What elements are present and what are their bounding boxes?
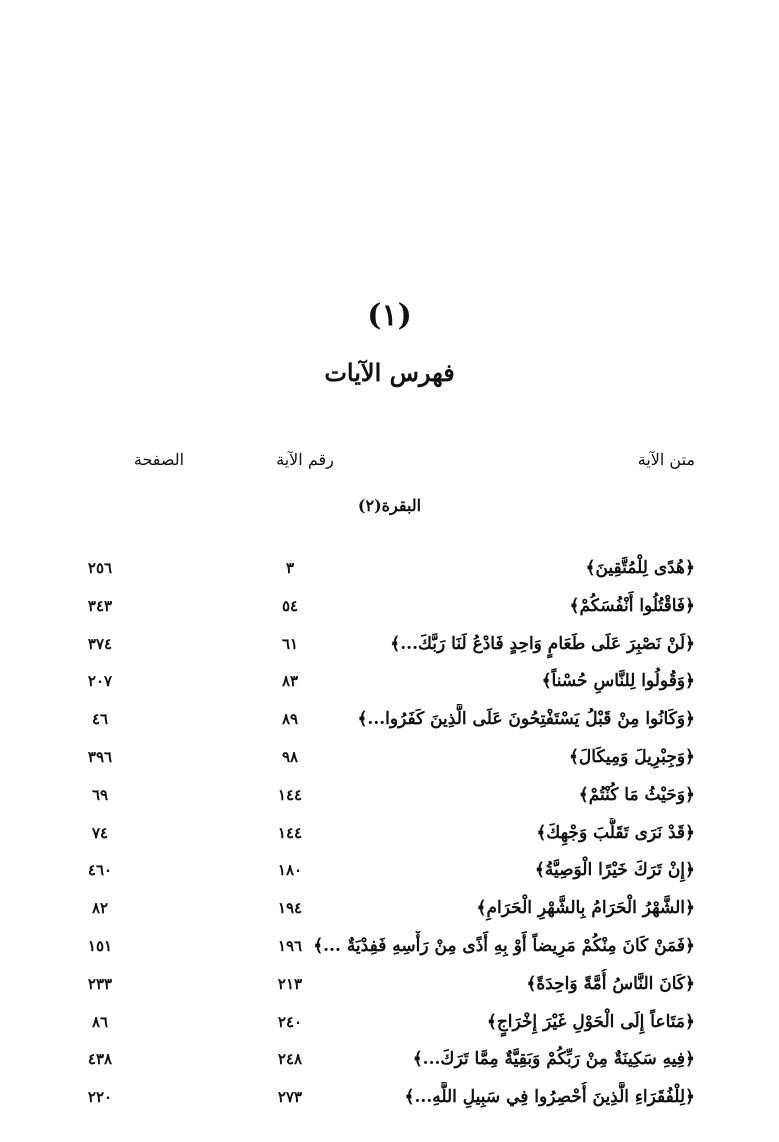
table-row	[0, 629, 779, 667]
ayah-number: ٢١٣	[277, 974, 303, 993]
verse-text: ﴿وَقُولُوا لِلنَّاسِ حُسْناً﴾	[541, 671, 695, 692]
page-number: ٨٢	[91, 899, 109, 918]
table-row	[0, 742, 779, 780]
table-row	[0, 666, 779, 704]
ayah-number: ٨٩	[281, 710, 299, 729]
verse-text: ﴿الشَّهْرُ الْحَرَامُ بِالشَّهْرِ الْحَرَامِ﴾	[476, 898, 695, 919]
verse-text: ﴿مَتَاعاً إِلَى الْحَوْلِ غَيْرَ إِخْرَاجٍ﴾	[486, 1011, 695, 1032]
table-row	[0, 931, 779, 969]
ayah-number: ١٨٠	[277, 861, 303, 880]
ayah-number: ٣	[285, 559, 295, 577]
verse-text: ﴿وَجِبْرِيلَ وَمِيكَالَ﴾	[568, 746, 695, 767]
verse-index-list	[0, 553, 779, 1120]
page-number: ٦٩	[91, 785, 109, 804]
ayah-number: ٥٤	[281, 596, 299, 615]
surah-heading: البقرة(٢)	[357, 496, 422, 515]
ayah-number: ٩٨	[281, 747, 299, 766]
page-number: ٢٣٣	[87, 974, 113, 993]
page-number: ٤٦٠	[87, 861, 113, 880]
verse-text: ﴿إِنْ تَرَكَ خَيْرًا الْوَصِيَّةُ﴾	[534, 860, 695, 881]
table-row	[0, 1007, 779, 1045]
ayah-number: ١٤٤	[277, 785, 303, 804]
page-number: ١٥١	[87, 936, 113, 955]
page-number: ٢٠٧	[87, 672, 113, 691]
column-header-ayah-number: رقم الآية	[276, 450, 334, 469]
table-row	[0, 818, 779, 856]
ayah-number: ٢٤٠	[277, 1012, 303, 1031]
page-number: ٢٢٠	[87, 1088, 113, 1107]
page-number: ٤٦	[91, 710, 109, 729]
verse-text: ﴿فَاقْتُلُوا أَنْفُسَكُمْ﴾	[569, 595, 695, 616]
ayah-number: ٦١	[281, 634, 299, 653]
table-row	[0, 855, 779, 893]
chapter-number: (١)	[367, 298, 412, 333]
verse-text: ﴿فِيهِ سَكِينَةٌ مِنْ رَبِّكُمْ وَبَقِيَّةٌ مِمَّا تَرَكَ...﴾	[412, 1049, 695, 1070]
ayah-number: ٢٧٣	[277, 1088, 303, 1107]
verse-text: ﴿وَكَانُوا مِنْ قَبْلُ يَسْتَفْتِحُونَ عَلَى الَّذِينَ كَفَرُوا...﴾	[357, 709, 695, 730]
page-number: ٧٤	[91, 823, 109, 842]
table-row	[0, 591, 779, 629]
page-number: ٤٣٨	[87, 1050, 113, 1069]
column-header-verse: متن الآية	[637, 450, 695, 469]
ayah-number: ١٩٤	[277, 899, 303, 918]
verse-text: ﴿لِلْفُقَرَاءِ الَّذِينَ أُحْصِرُوا فِي سَبِيلِ اللَّهِ...﴾	[404, 1087, 695, 1108]
ayah-number: ١٤٤	[277, 823, 303, 842]
table-row	[0, 704, 779, 742]
table-row	[0, 780, 779, 818]
ayah-number: ٢٤٨	[277, 1050, 303, 1069]
table-row	[0, 553, 779, 591]
page-number: ٣٩٦	[87, 747, 113, 766]
ayah-number: ١٩٦	[277, 936, 303, 955]
table-row	[0, 1082, 779, 1120]
page-number: ٣٤٣	[87, 596, 113, 615]
verse-text: ﴿كَانَ النَّاسُ أُمَّةً وَاحِدَةً﴾	[526, 973, 695, 994]
ayah-number: ٨٣	[281, 672, 299, 691]
table-row	[0, 969, 779, 1007]
page-number: ٨٦	[91, 1012, 109, 1031]
verse-text: ﴿فَمَنْ كَانَ مِنْكُمْ مَرِيضاً أَوْ بِهِ أَذًى مِنْ رَأْسِهِ فَفِدْيَةٌ ...﴾	[313, 935, 695, 956]
verse-text: ﴿لَنْ نَصْبِرَ عَلَى طَعَامٍ وَاحِدٍ فَادْعُ لَنَا رَبَّكَ...﴾	[390, 633, 695, 654]
table-row	[0, 893, 779, 931]
page-number: ٢٥٦	[87, 559, 113, 577]
verse-text: ﴿وَحَيْثُ مَا كُنْتُمْ﴾	[578, 784, 695, 805]
table-row	[0, 1044, 779, 1082]
page-number: ٣٧٤	[87, 634, 113, 653]
column-header-page: الصفحة	[133, 450, 185, 469]
verse-text: ﴿هُدًى لِلْمُتَّقِينَ﴾	[585, 558, 695, 578]
verse-text: ﴿قَدْ نَرَى تَقَلُّبَ وَجْهِكَ﴾	[536, 822, 695, 843]
page-title: فهرس الآيات	[324, 358, 455, 387]
